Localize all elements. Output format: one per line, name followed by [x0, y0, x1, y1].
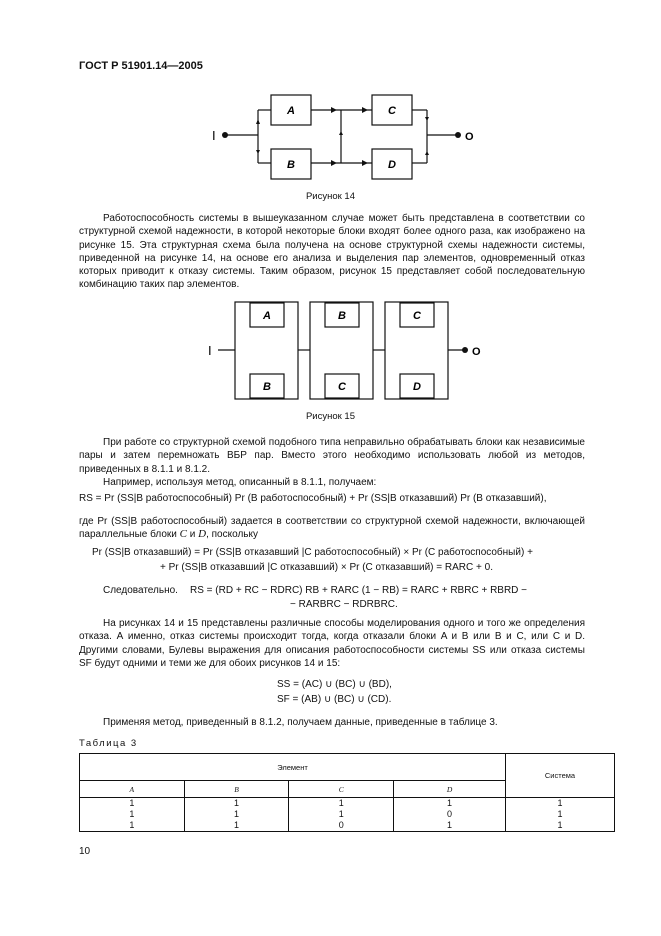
table-cell: 1: [184, 798, 289, 810]
fig15-pair2-bottom: C: [338, 381, 346, 393]
paragraph-failure-definition: На рисунках 14 и 15 представлены различные способы моделирования одного и того же определения отказа. А именно, отказ системы происходит тогда, когда отказали блоки A и B или B и C, или C и D. Другими словами, Булевы выражения для описания работоспособности системы SS или отказа системы SF будут одними и теми же для обоих рисунков 14 и 15:: [79, 618, 585, 669]
page-number: 10: [79, 846, 91, 857]
fig15-input-label: I: [208, 343, 212, 358]
fig15-pair1-top: A: [263, 310, 271, 322]
where-and: и: [186, 529, 199, 541]
paragraph-structural-scheme: Работоспособность системы в вышеуказанном случае может быть представлена в соответствии со структурной схемой надежности, в которой некоторые блоки входят более одного раза, как изображено на рисунке 15. Эта структурная схема была получена на основе структурной схемы надежности системы, приведенной на рисунке 14, на основе его анализа и выделения пар элементов, одновременный отказ которых приводит к отказу системы. Таким образом, рисунок 15 представляет собой последовательную комбинацию таких пар элементов.: [79, 213, 585, 291]
table-col-a: A: [80, 781, 185, 798]
table-group-header: Элемент: [80, 754, 506, 781]
table-cell: 1: [184, 809, 289, 820]
equation-sf: SF = (AB) ∪ (BC) ∪ (CD).: [277, 694, 392, 705]
figure-15-diagram: [200, 296, 500, 408]
table-col-d: D: [394, 781, 506, 798]
table-system-header: Система: [506, 754, 615, 798]
equation-rs-expanded-line2: − RARBRC − RDRBRC.: [290, 599, 398, 610]
fig15-pair1-bottom: B: [263, 381, 271, 393]
where-text: где Pr (SS|B работоспособный) задается в соответствии со структурной схемой надежности, включающей параллельные блоки: [79, 516, 585, 541]
paragraph-independent-pairs: При работе со структурной схемой подобного типа неправильно обрабатывать блоки как независимые пары и затем перемножать ВБР пар. Вместо этого необходимо использовать любой из методов, приведенных в 8.1.1 и 8.1.2.: [79, 437, 585, 475]
paragraph-method-812: Применяя метод, приведенный в 8.1.2, получаем данные, приведенные в таблице 3.: [103, 717, 498, 728]
fig14-input-label: I: [212, 128, 216, 143]
fig15-pair3-bottom: D: [413, 381, 421, 393]
table-row: [80, 820, 615, 832]
fig14-block-a: A: [287, 105, 295, 117]
var-d: D: [198, 528, 207, 541]
equation-rs-lhs: RS = Pr (SS|B работоспособный): [79, 493, 233, 504]
equation-pr-failed-line2: + Pr (SS|B отказавший |C отказавший) × Pr (C отказавший) = RARC + 0.: [160, 562, 493, 573]
fig15-pair3-top: C: [413, 310, 421, 322]
table-cell: 0: [289, 820, 394, 832]
table-cell: 1: [506, 809, 615, 820]
fig14-block-b: B: [287, 159, 295, 171]
table-3: [79, 753, 615, 832]
table-cell: 1: [506, 798, 615, 810]
fig15-output-label: O: [472, 346, 481, 358]
fig14-output-label: O: [465, 131, 474, 143]
table-cell: 1: [80, 798, 185, 810]
fig14-block-d: D: [388, 159, 396, 171]
table-cell: 1: [506, 820, 615, 832]
table-row: [80, 809, 615, 820]
figure-14-diagram: [200, 88, 490, 188]
table-row: [80, 798, 615, 810]
table-cell: 1: [80, 809, 185, 820]
table-cell: 1: [184, 820, 289, 832]
table-caption: Таблица 3: [79, 738, 138, 749]
figure-14-caption: Рисунок 14: [305, 191, 356, 202]
fig14-block-c: C: [388, 105, 396, 117]
figure-15-caption: Рисунок 15: [305, 411, 356, 422]
table-cell: 1: [80, 820, 185, 832]
fig15-pair2-top: B: [338, 310, 346, 322]
var-c: C: [179, 528, 187, 541]
equation-ss: SS = (AC) ∪ (BC) ∪ (BD),: [277, 679, 392, 690]
table-cell: 1: [289, 809, 394, 820]
table-col-c: C: [289, 781, 394, 798]
paragraph-where: [79, 515, 585, 542]
table-cell: 0: [394, 809, 506, 820]
equation-rs-rest: Pr (B работоспособный) + Pr (SS|B отказавший) Pr (B отказавший),: [234, 493, 547, 504]
table-cell: 1: [394, 820, 506, 832]
equation-rs-expanded-line1: RS = (RD + RC − RDRC) RB + RARC (1 − RB) = RARC + RBRC + RBRD −: [190, 585, 528, 596]
document-header: ГОСТ Р 51901.14—2005: [79, 60, 203, 72]
table-col-b: B: [184, 781, 289, 798]
where-end: , поскольку: [206, 529, 258, 541]
table-cell: 1: [289, 798, 394, 810]
equation-therefore-label: Следовательно.: [103, 585, 178, 596]
paragraph-method-811: Например, используя метод, описанный в 8.1.1, получаем:: [103, 477, 377, 488]
equation-pr-failed-line1: Pr (SS|B отказавший) = Pr (SS|B отказавший |C работоспособный) × Pr (C работоспособный) +: [92, 547, 533, 558]
equation-rs-conditional: [79, 492, 546, 506]
table-cell: 1: [394, 798, 506, 810]
